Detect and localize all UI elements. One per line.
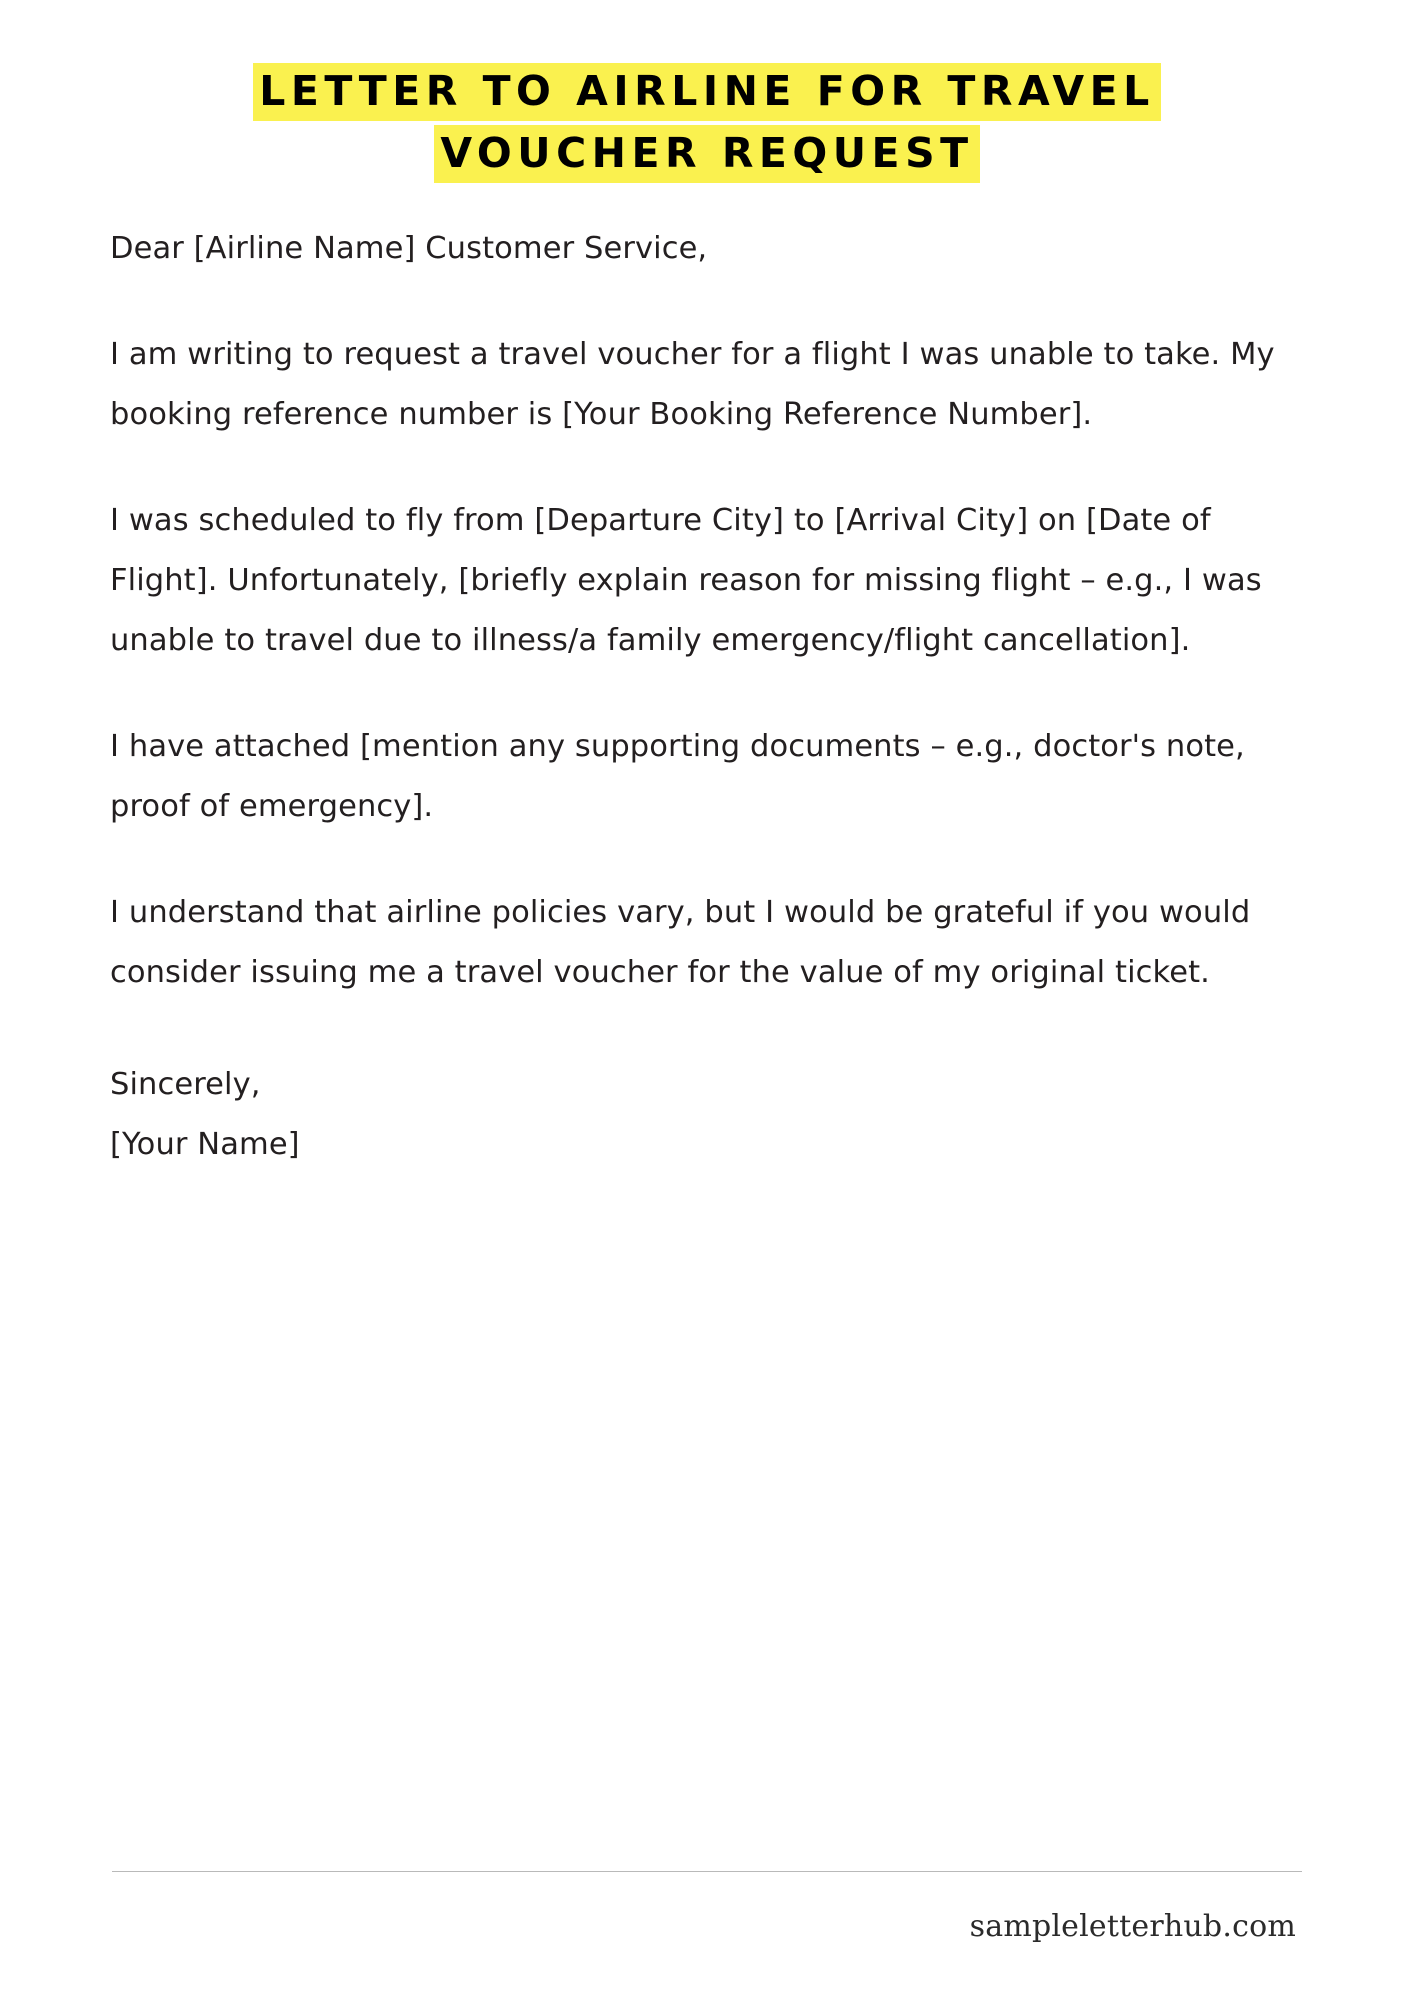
footer-website: sampleletterhub.com [969, 1909, 1296, 1944]
paragraph-2: I was scheduled to fly from [Departure City] to [Arrival City] on [Date of Flight]. Unfortunately, [briefly explain reason for missing flight – e.g., I was unable to travel due to illness/a family emergency/flight cancellation]. [110, 502, 1262, 659]
salutation: Dear [Airline Name] Customer Service, [110, 230, 708, 266]
title-line-2-text: VOUCHER REQUEST [434, 125, 979, 183]
title-line-1-text: LETTER TO AIRLINE FOR TRAVEL [253, 63, 1161, 121]
letter-body [110, 219, 1304, 1176]
paragraph-3: I have attached [mention any supporting documents – e.g., doctor's note, proof of emergency]. [110, 729, 1245, 825]
closing-line: Sincerely, [110, 1067, 261, 1103]
title-line-2 [110, 122, 1304, 184]
signature-name: [Your Name] [110, 1127, 300, 1163]
paragraph-1: I am writing to request a travel voucher for a flight I was unable to take. My booking reference number is [Your Booking Reference Number]. [110, 336, 1275, 432]
signature-block [110, 1055, 1304, 1175]
page-title [110, 60, 1304, 185]
paragraph-4: I understand that airline policies vary, but I would be grateful if you would consider issuing me a travel voucher for the value of my original ticket. [110, 895, 1251, 991]
footer-divider [112, 1871, 1302, 1872]
title-line-1 [110, 60, 1304, 122]
